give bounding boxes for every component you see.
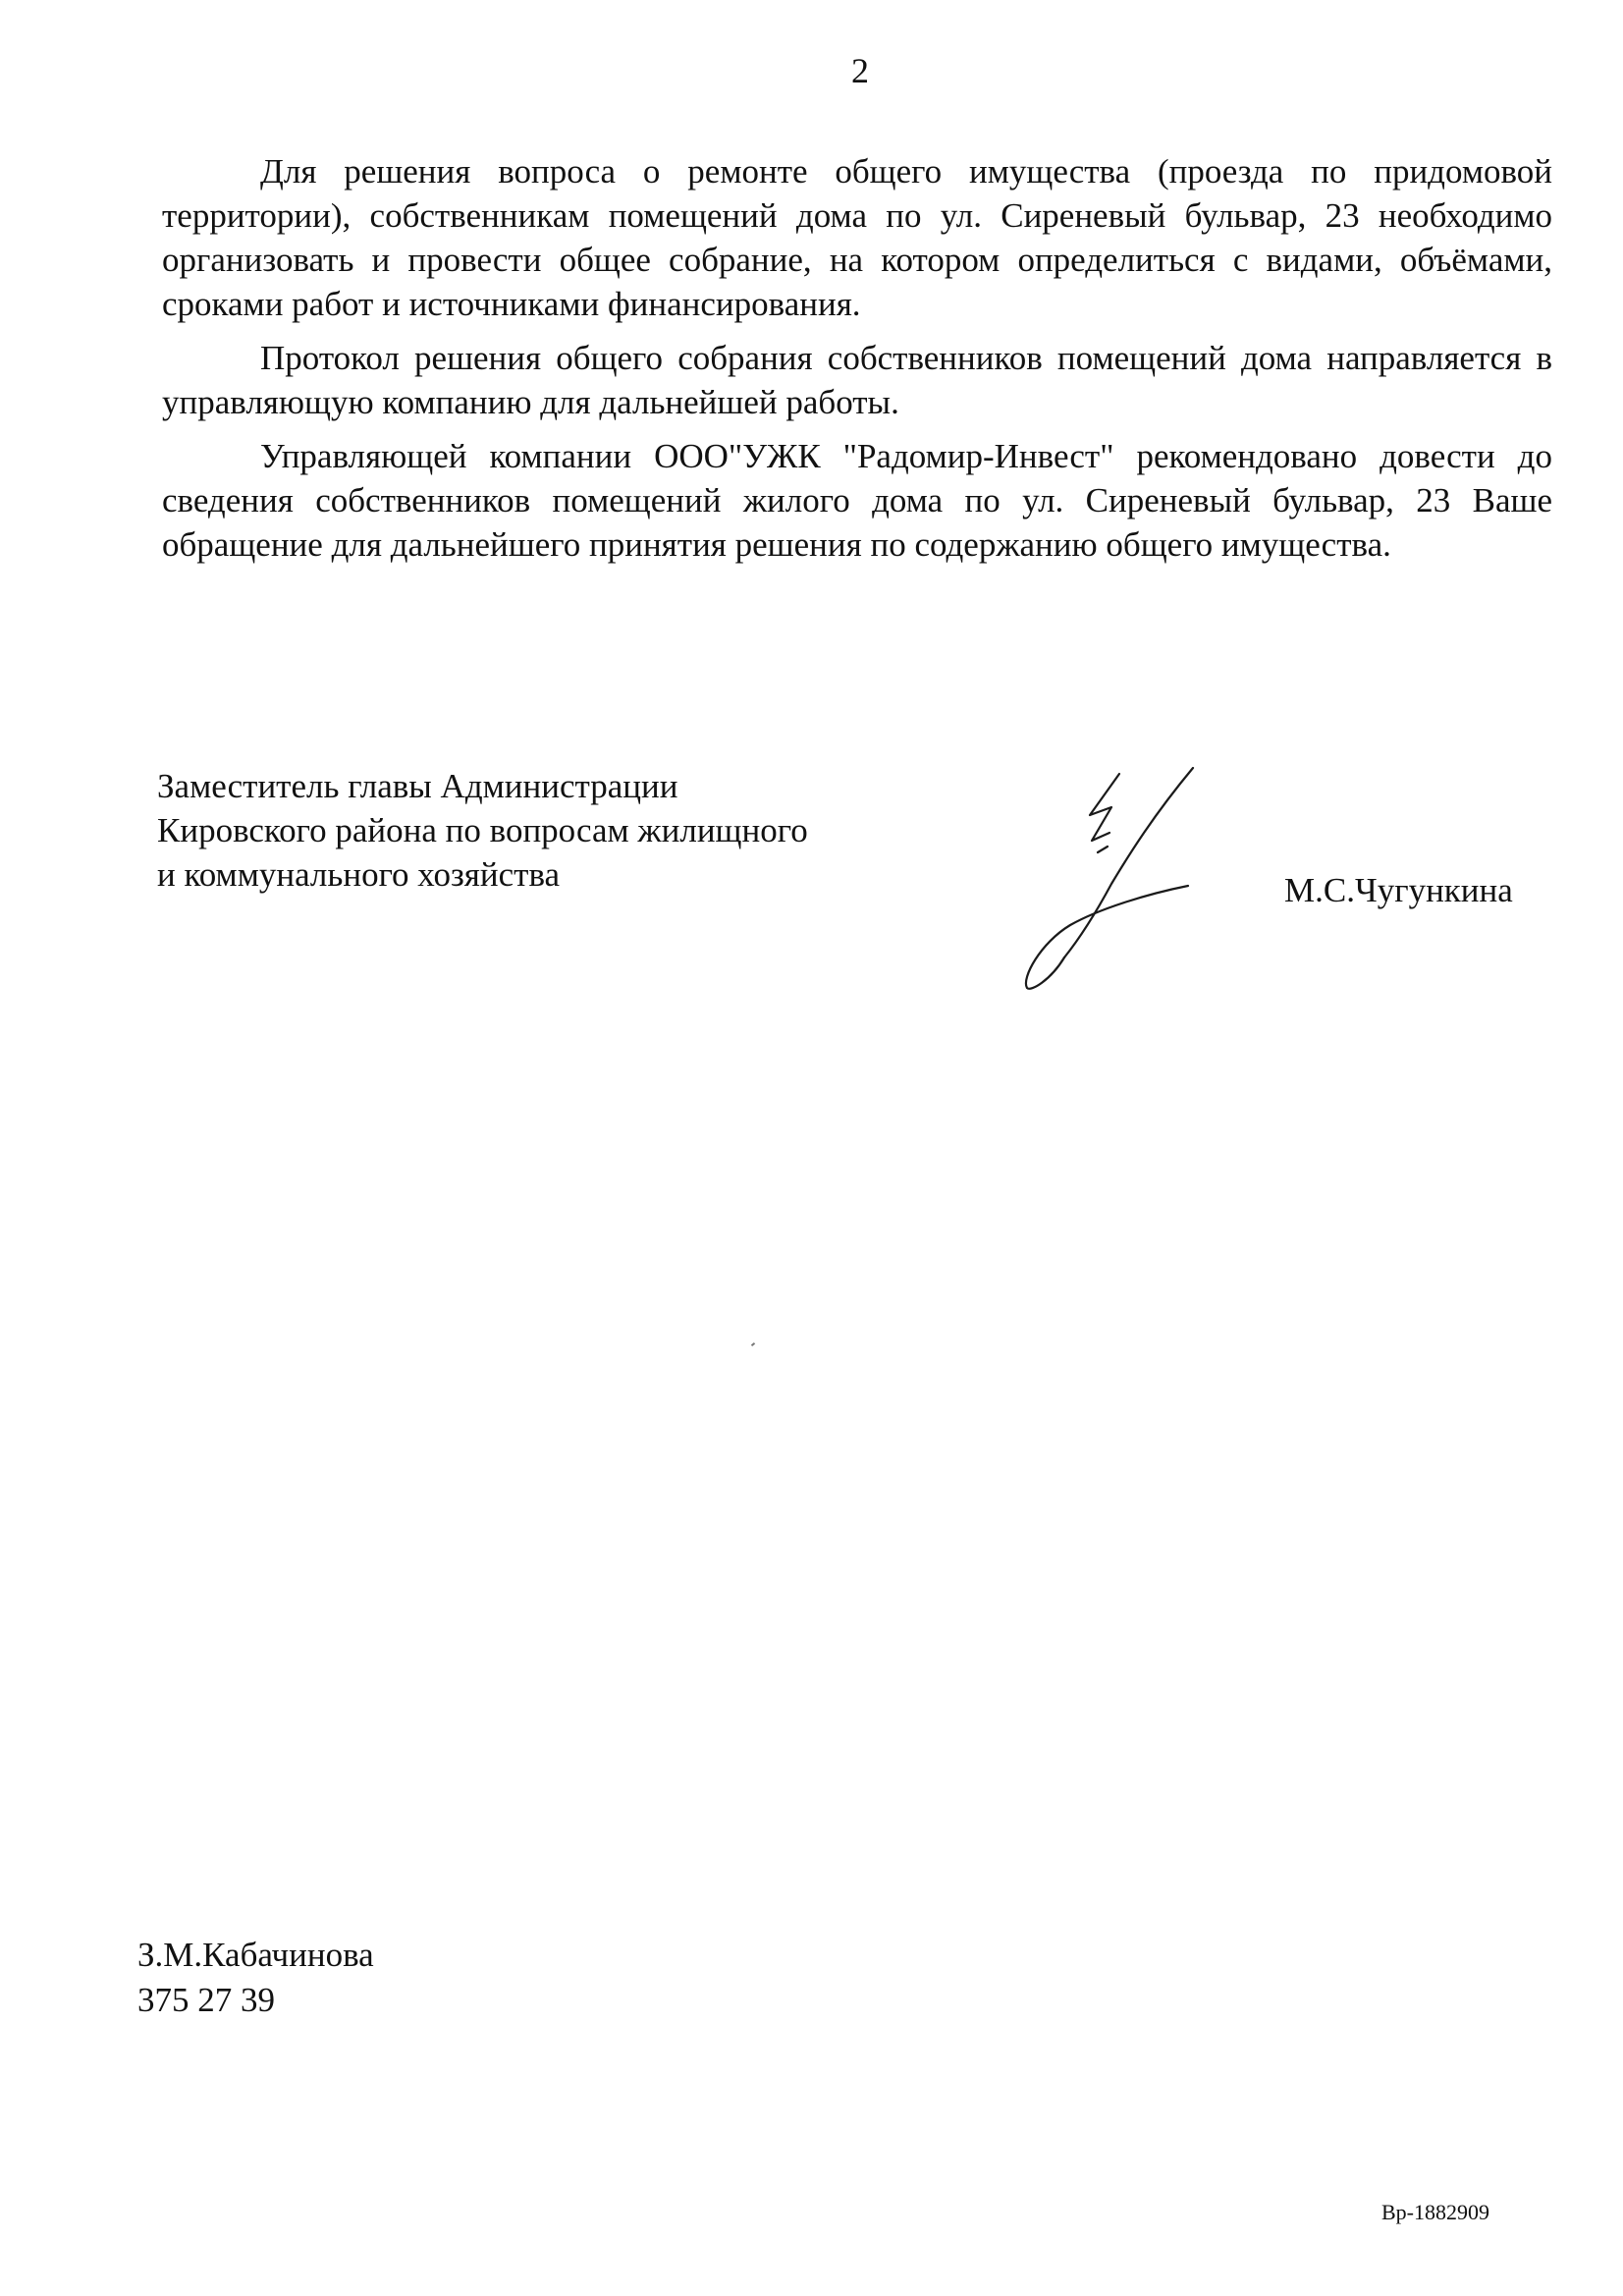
signer-position-line: Заместитель главы Администрации [157, 767, 678, 805]
paragraph-protocol: Протокол решения общего собрания собственников помещений дома направляется в управляющую компанию для дальнейшей работы. [162, 339, 1552, 421]
executor-name: З.М.Кабачинова [137, 1936, 374, 1974]
signer-position [157, 764, 808, 897]
paragraph-management-company: Управляющей компании ООО"УЖК "Радомир-Инвест" рекомендовано довести до сведения собственников помещений жилого дома по ул. Сиреневый бульвар, 23 Ваше обращение для дальнейшего принятия решения по содержанию общего имущества. [162, 437, 1552, 564]
executor-info [137, 1933, 374, 2023]
executor-phone: 375 27 39 [137, 1981, 275, 2019]
page-number: 2 [851, 51, 869, 90]
signer-name: М.С.Чугункина [1284, 871, 1513, 909]
letter-body [162, 149, 1552, 576]
scan-speck [751, 1342, 755, 1346]
paragraph-repair-meeting: Для решения вопроса о ремонте общего имущества (проезда по придомовой территории), собственникам помещений дома по ул. Сиреневый бульвар, 23 необходимо организовать и провести общее собрание, на котором определиться с видами, объёмами, сроками работ и источниками финансирования. [162, 152, 1552, 323]
document-code: Вр-1882909 [1381, 2200, 1489, 2224]
signer-position-line: Кировского района по вопросам жилищного [157, 811, 808, 849]
signer-position-line: и коммунального хозяйства [157, 855, 561, 894]
handwritten-signature [982, 756, 1217, 1002]
